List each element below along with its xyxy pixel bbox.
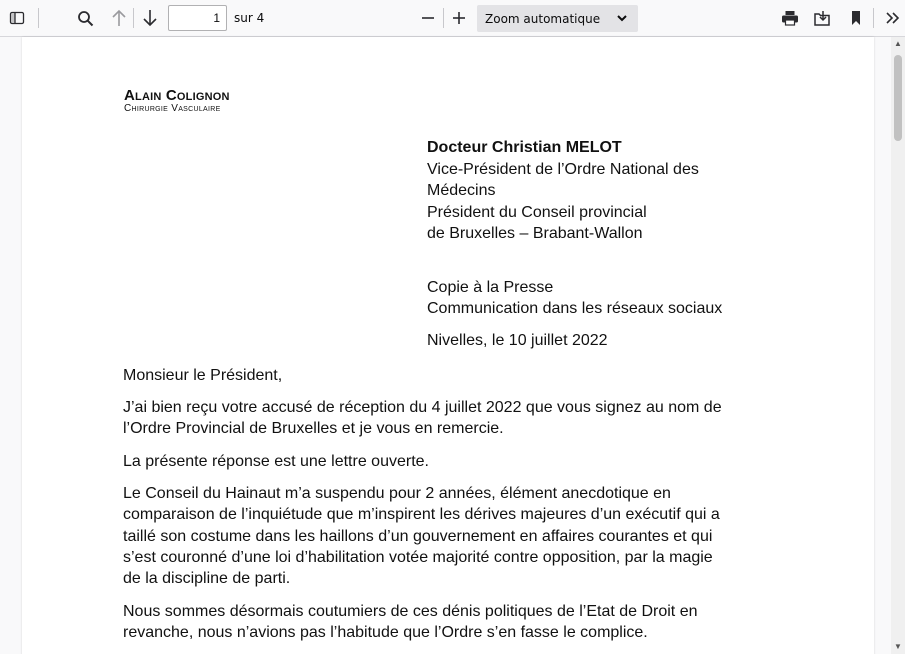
chevron-down-icon bbox=[616, 13, 628, 23]
tools-menu-icon[interactable] bbox=[879, 5, 905, 31]
zoom-select-label: Zoom automatique bbox=[485, 11, 601, 26]
recipient-line: Vice-Président de l’Ordre National des bbox=[427, 161, 699, 178]
paragraph-line: La présente réponse est une lettre ouverte. bbox=[123, 453, 429, 470]
paragraph-line: Nous sommes désormais coutumiers de ces dénis politiques de l’Etat de Droit en bbox=[123, 603, 698, 620]
letterhead-subtitle: Chirurgie Vasculaire bbox=[124, 103, 221, 114]
paragraph-line: comparaison de l’inquiétude que m’inspirent les dérives majeures d’un exécutif qui a bbox=[123, 506, 720, 523]
paragraph-line: Le Conseil du Hainaut m’a suspendu pour 2 années, élément anecdotique en bbox=[123, 485, 671, 502]
scrollbar-thumb[interactable] bbox=[894, 55, 902, 141]
next-page-icon[interactable] bbox=[137, 5, 163, 31]
paragraph-line: taillé son costume dans les haillons d’un gouvernement en affaires courantes et qui bbox=[123, 528, 713, 545]
search-icon[interactable] bbox=[72, 5, 98, 31]
document-viewer[interactable] bbox=[0, 37, 905, 654]
recipient-line: de Bruxelles – Brabant-Wallon bbox=[427, 225, 643, 242]
scroll-down-icon[interactable]: ▼ bbox=[894, 642, 902, 651]
bookmark-icon[interactable] bbox=[843, 5, 869, 31]
toolbar-separator bbox=[873, 8, 874, 28]
copy-line: Communication dans les réseaux sociaux bbox=[427, 300, 723, 317]
zoom-select[interactable] bbox=[477, 5, 638, 32]
recipient-line: Médecins bbox=[427, 182, 496, 199]
letterhead-name: Alain Colignon bbox=[124, 87, 230, 104]
paragraph-line: s’est couronné d’une loi d’habilitation votée majorité contre opposition, par la magie bbox=[123, 549, 713, 566]
recipient-name: Docteur Christian MELOT bbox=[427, 139, 622, 156]
zoom-out-icon[interactable] bbox=[415, 5, 441, 31]
page-number-input[interactable] bbox=[168, 5, 227, 31]
toolbar-separator bbox=[38, 8, 39, 28]
letterhead bbox=[124, 88, 230, 114]
pdf-page bbox=[22, 37, 874, 654]
previous-page-icon[interactable] bbox=[106, 5, 132, 31]
page-count-label: sur 4 bbox=[234, 11, 265, 25]
paragraph-line: revanche, nous n’avions pas l’habitude que l’Ordre s’en fasse le complice. bbox=[123, 624, 648, 641]
vertical-scrollbar[interactable] bbox=[891, 37, 905, 654]
paragraph-line: l’Ordre Provincial de Bruxelles et je vous en remercie. bbox=[123, 420, 504, 437]
save-icon[interactable] bbox=[809, 5, 835, 31]
print-icon[interactable] bbox=[777, 5, 803, 31]
zoom-in-icon[interactable] bbox=[446, 5, 472, 31]
copy-line: Copie à la Presse bbox=[427, 279, 554, 296]
salutation: Monsieur le Président, bbox=[123, 367, 283, 384]
scroll-up-icon[interactable]: ▲ bbox=[894, 39, 902, 48]
sidebar-toggle-icon[interactable] bbox=[4, 5, 30, 31]
toolbar-separator bbox=[443, 8, 444, 28]
pdf-toolbar bbox=[0, 0, 905, 37]
letter-date: Nivelles, le 10 juillet 2022 bbox=[427, 332, 608, 349]
toolbar-separator bbox=[133, 8, 134, 28]
paragraph-line: J’ai bien reçu votre accusé de réception du 4 juillet 2022 que vous signez au nom de bbox=[123, 399, 722, 416]
paragraph-line: de la discipline de parti. bbox=[123, 570, 291, 587]
recipient-line: Président du Conseil provincial bbox=[427, 204, 647, 221]
